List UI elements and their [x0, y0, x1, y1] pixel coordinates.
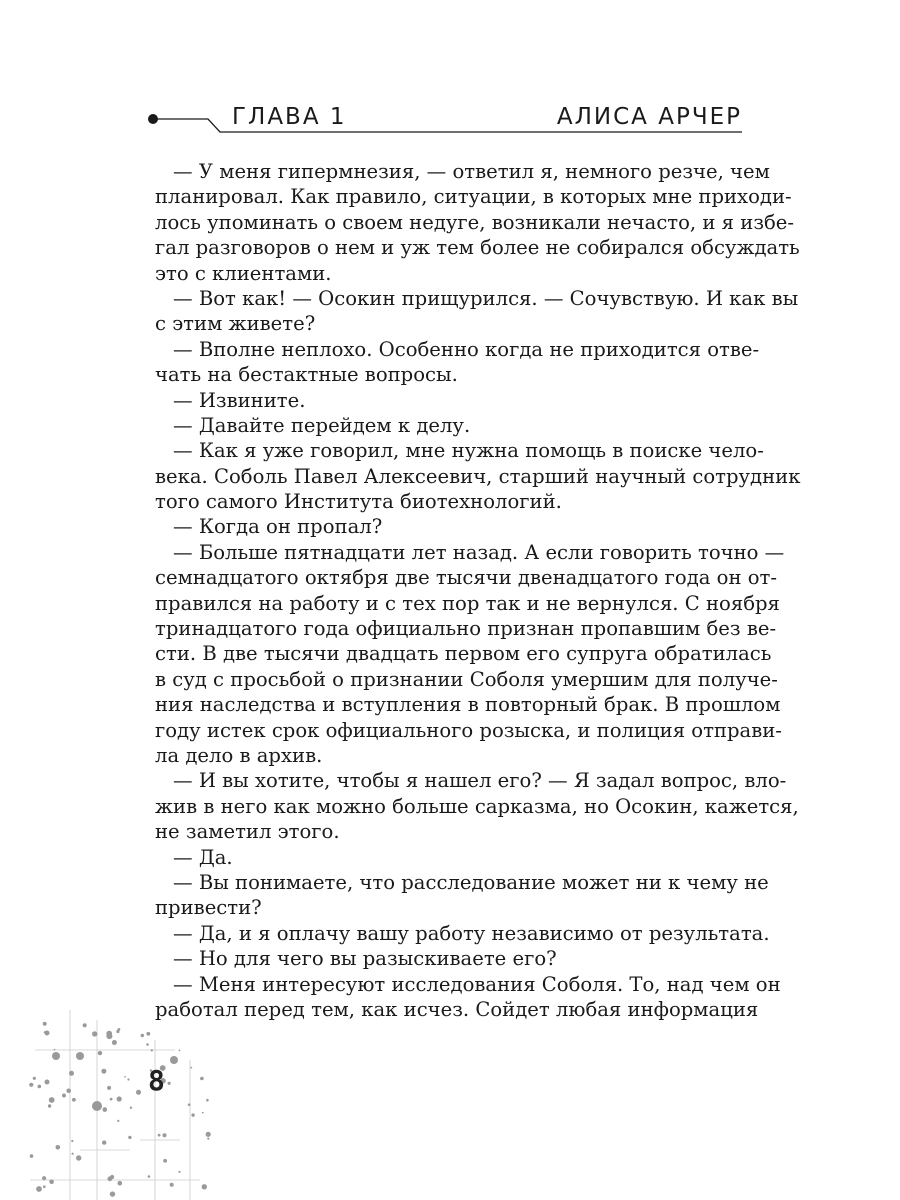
text-line: гал разговоров о нем и уж тем более не собирался обсуждать [155, 236, 800, 260]
decorative-dot [188, 1103, 191, 1106]
text-line: сти. В две тысячи двадцать первом его супруга обратилась [155, 642, 772, 666]
decorative-dot [168, 1082, 171, 1085]
text-line: это с клиентами. [155, 261, 332, 285]
decorative-dot [163, 1133, 167, 1137]
author-name: АЛИСА АРЧЕР [556, 104, 742, 130]
decorative-dot [110, 1191, 115, 1196]
decorative-dot [117, 1096, 122, 1101]
text-line: — Как я уже говорил, мне нужна помощь в поиске чело- [173, 439, 764, 463]
decorative-dot [76, 1052, 84, 1060]
decorative-dot [206, 1132, 211, 1137]
text-line: — Меня интересуют исследования Соболя. То, над чем он [173, 972, 781, 996]
decorative-dot [103, 1107, 108, 1112]
text-line: ния наследства и вступления в повторный брак. В прошлом [155, 693, 781, 717]
decorative-dot [116, 1030, 119, 1033]
decorative-dot [33, 1077, 36, 1080]
paragraph [155, 337, 760, 388]
decorative-dot [45, 1080, 50, 1085]
decorative-dot [127, 1078, 129, 1080]
decorative-dot [62, 1094, 66, 1098]
paragraph [155, 286, 799, 337]
decorative-dot [43, 1185, 46, 1188]
text-line: века. Соболь Павел Алексеевич, старший научный сотрудник [155, 464, 801, 488]
decorative-dot [42, 1176, 46, 1180]
decorative-dot [48, 1104, 51, 1107]
decorative-dot [92, 1101, 102, 1111]
text-line: тринадцатого года официально признан пропавшим без ве- [155, 617, 777, 641]
decorative-dot [49, 1180, 54, 1185]
text-line: работал перед тем, как исчез. Сойдет любая информация [155, 997, 759, 1021]
decorative-dot [52, 1052, 60, 1060]
decorative-dot [71, 1140, 73, 1142]
decorative-dot [29, 1083, 33, 1087]
paragraph [155, 514, 742, 539]
text-line: правился на работу и с тех пор так и не вернулся. С ноября [155, 591, 780, 615]
decorative-dot [108, 1176, 113, 1181]
decorative-dot [163, 1159, 167, 1163]
running-header [0, 0, 900, 150]
text-line: — Давайте перейдем к делу. [173, 413, 471, 437]
decorative-dot [49, 1097, 55, 1103]
decorative-dot [106, 1031, 112, 1037]
decorative-dot [136, 1090, 141, 1095]
paragraph [155, 768, 799, 844]
text-line: того самого Института биотехнологий. [155, 490, 562, 514]
decorative-dot [102, 1140, 106, 1144]
paragraph [155, 845, 742, 870]
decorative-dot [83, 1023, 87, 1027]
decorative-dot [151, 1049, 153, 1051]
text-line: — Вполне неплохо. Особенно когда не приходится отве- [173, 337, 760, 361]
header-rule [0, 0, 900, 150]
decorative-dot [148, 1175, 151, 1178]
decorative-dot [107, 1086, 111, 1090]
text-line: — Вы понимаете, что расследование может ни к чему не [173, 870, 769, 894]
decorative-dot [124, 1076, 126, 1078]
decorative-dot [202, 1184, 207, 1189]
decorative-dot [101, 1069, 106, 1074]
paragraph [155, 921, 770, 946]
text-line: году истек срок официального розыска, и полиция отправи- [155, 718, 782, 742]
text-line: не заметил этого. [155, 820, 340, 844]
decorative-dots-pattern [0, 1010, 240, 1200]
text-line: — Вот как! — Осокин прищурился. — Сочувствую. И как вы [173, 286, 799, 310]
paragraph [155, 972, 781, 1023]
decorative-dot [72, 1098, 76, 1102]
decorative-dot [76, 1155, 81, 1160]
decorative-dot [112, 1040, 117, 1045]
paragraph [155, 388, 742, 413]
text-line: — Когда он пропал? [173, 515, 383, 539]
text-line: — Да. [173, 845, 233, 869]
decorative-dot [54, 1049, 56, 1051]
decorative-dot [130, 1107, 132, 1109]
text-line: лось упоминать о своем недуге, возникали нечасто, и я избе- [155, 210, 795, 234]
paragraph [155, 438, 801, 514]
paragraph [155, 870, 769, 921]
decorative-dot [69, 1071, 74, 1076]
decorative-dot [190, 1067, 192, 1069]
text-line: жив в него как можно больше сарказма, но Осокин, кажется, [155, 794, 799, 818]
decorative-dot [30, 1154, 34, 1158]
text-line: ла дело в архив. [155, 743, 323, 767]
text-line: с этим живете? [155, 312, 316, 336]
page-body-text [155, 159, 801, 1022]
paragraph [155, 946, 742, 971]
text-line: в суд с просьбой о признании Соболя умершим для получе- [155, 667, 778, 691]
decorative-dot [178, 1171, 180, 1173]
text-line: — Больше пятнадцати лет назад. А если говорить точно — [173, 540, 785, 564]
decorative-dot [146, 1032, 150, 1036]
text-line: чать на бестактные вопросы. [155, 363, 458, 387]
decorative-dot [207, 1138, 209, 1140]
decorative-dot [36, 1186, 42, 1192]
text-line: — И вы хотите, чтобы я нашел его? — Я задал вопрос, вло- [173, 769, 787, 793]
decorative-dot [170, 1056, 178, 1064]
decorative-dot [56, 1145, 61, 1150]
paragraph [155, 540, 785, 769]
chapter-title: ГЛАВА 1 [232, 104, 347, 130]
text-line: — Да, и я оплачу вашу работу независимо от результата. [173, 921, 770, 945]
decorative-dot [92, 1031, 97, 1036]
decorative-dot [128, 1136, 131, 1139]
decorative-dot [43, 1022, 47, 1026]
text-line: — Извините. [173, 388, 306, 412]
text-line: — Но для чего вы разыскиваете его? [173, 947, 557, 971]
text-line: планировал. Как правило, ситуации, в которых мне приходи- [155, 185, 792, 209]
decorative-dot [179, 1050, 181, 1052]
decorative-dot [158, 1134, 161, 1137]
text-line: семнадцатого октября две тысячи двенадцатого года он от- [155, 566, 778, 590]
decorative-dot [98, 1051, 102, 1055]
decorative-dot [110, 1098, 113, 1101]
decorative-dot [117, 1120, 119, 1122]
decorative-dot [202, 1112, 204, 1114]
decorative-dot [191, 1113, 194, 1116]
decorative-dot [66, 1089, 71, 1094]
decorative-dot [206, 1099, 209, 1102]
text-line: — У меня гипермнезия, — ответил я, немного резче, чем [173, 160, 770, 183]
decorative-dot [72, 1153, 74, 1155]
decorative-dot [38, 1085, 42, 1089]
text-line: привести? [155, 896, 262, 920]
decorative-dot [118, 1181, 123, 1186]
decorative-dot [170, 1183, 174, 1187]
decorative-dot [200, 1077, 204, 1081]
decorative-dot [44, 1031, 46, 1033]
paragraph [155, 413, 742, 438]
paragraph [155, 159, 800, 286]
decorative-dot [146, 1043, 149, 1046]
decorative-dot [141, 1034, 144, 1037]
page-number: 8 [148, 1064, 165, 1097]
